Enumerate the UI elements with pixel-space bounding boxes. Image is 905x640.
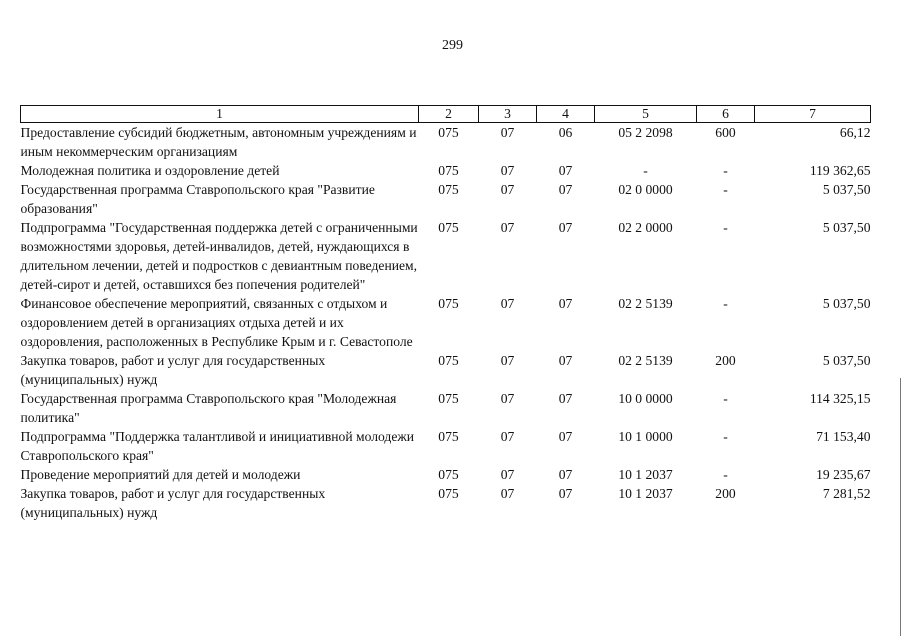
table-row	[21, 484, 871, 522]
ministry-code: 075	[438, 296, 459, 311]
expense-type: 600	[715, 125, 736, 140]
ministry-code: 075	[438, 182, 459, 197]
ministry-code: 075	[438, 163, 459, 178]
expense-type: -	[723, 220, 728, 235]
column-header: 1	[21, 106, 419, 123]
expense-type: 200	[715, 353, 736, 368]
section-code: 07	[500, 220, 515, 235]
amount: 114 325,15	[809, 391, 871, 406]
ministry-code: 075	[438, 486, 459, 501]
target-article: 10 1 2037	[618, 486, 673, 501]
target-article: 02 2 5139	[618, 353, 673, 368]
subsection-code: 07	[558, 182, 573, 197]
table-row	[21, 294, 871, 351]
table-header-row	[21, 106, 871, 123]
subsection-code: 07	[558, 353, 573, 368]
row-name: Финансовое обеспечение мероприятий, связанных с отдыхом и оздоровлением детей в организациях отдыха детей и их оздоровления, расположенных в Республике Крым и г. Севастополе	[20, 296, 413, 349]
row-name: Закупка товаров, работ и услуг для государственных (муниципальных) нужд	[20, 486, 326, 520]
target-article: 05 2 2098	[618, 125, 673, 140]
section-code: 07	[500, 182, 515, 197]
subsection-code: 07	[558, 467, 573, 482]
scan-edge-mark	[900, 378, 901, 636]
amount: 66,12	[839, 125, 871, 140]
row-name: Подпрограмма "Государственная поддержка детей с ограниченными возможностями здоровья, детей-инвалидов, детей, нуждающихся в длительном лечении, детей и подростков с девиантным поведением, детей-сирот и детей, оставшихся без попечения родителей"	[20, 220, 418, 292]
row-name: Закупка товаров, работ и услуг для государственных (муниципальных) нужд	[20, 353, 326, 387]
expense-type: -	[723, 391, 728, 406]
row-name: Предоставление субсидий бюджетным, автономным учреждениям и иным некоммерческим организациям	[20, 125, 417, 159]
column-header: 7	[755, 106, 871, 123]
row-name: Государственная программа Ставропольского края "Развитие образования"	[20, 182, 375, 216]
expense-type: -	[723, 182, 728, 197]
ministry-code: 075	[438, 391, 459, 406]
subsection-code: 07	[558, 486, 573, 501]
expense-type: -	[723, 429, 728, 444]
subsection-code: 07	[558, 429, 573, 444]
expense-type: 200	[715, 486, 736, 501]
ministry-code: 075	[438, 429, 459, 444]
table-row	[21, 427, 871, 465]
section-code: 07	[500, 296, 515, 311]
column-header: 3	[479, 106, 537, 123]
column-header: 4	[537, 106, 595, 123]
row-name: Государственная программа Ставропольского края "Молодежная политика"	[20, 391, 397, 425]
section-code: 07	[500, 391, 515, 406]
subsection-code: 07	[558, 391, 573, 406]
amount: 7 281,52	[822, 486, 871, 501]
table-row	[21, 351, 871, 389]
table-row	[21, 123, 871, 162]
row-name: Подпрограмма "Поддержка талантливой и инициативной молодежи Ставропольского края"	[20, 429, 415, 463]
table-row	[21, 389, 871, 427]
expense-type: -	[723, 296, 728, 311]
table-row	[21, 218, 871, 294]
target-article: 02 2 5139	[618, 296, 673, 311]
column-header: 5	[595, 106, 697, 123]
expense-type: -	[723, 163, 728, 178]
amount: 19 235,67	[816, 467, 871, 482]
amount: 5 037,50	[822, 220, 871, 235]
section-code: 07	[500, 429, 515, 444]
column-header: 6	[697, 106, 755, 123]
target-article: 10 0 0000	[618, 391, 673, 406]
section-code: 07	[500, 163, 515, 178]
page-number: 299	[442, 38, 463, 53]
section-code: 07	[500, 353, 515, 368]
section-code: 07	[500, 467, 515, 482]
subsection-code: 07	[558, 163, 573, 178]
target-article: -	[643, 163, 648, 178]
table-row	[21, 180, 871, 218]
budget-table	[20, 105, 871, 522]
expense-type: -	[723, 467, 728, 482]
target-article: 10 1 2037	[618, 467, 673, 482]
section-code: 07	[500, 125, 515, 140]
column-header: 2	[419, 106, 479, 123]
section-code: 07	[500, 486, 515, 501]
amount: 5 037,50	[822, 353, 871, 368]
amount: 5 037,50	[822, 296, 871, 311]
ministry-code: 075	[438, 220, 459, 235]
target-article: 02 2 0000	[618, 220, 673, 235]
subsection-code: 06	[558, 125, 573, 140]
amount: 5 037,50	[822, 182, 871, 197]
target-article: 02 0 0000	[618, 182, 673, 197]
subsection-code: 07	[558, 220, 573, 235]
amount: 71 153,40	[816, 429, 871, 444]
row-name: Молодежная политика и оздоровление детей	[20, 163, 280, 178]
amount: 119 362,65	[809, 163, 871, 178]
row-name: Проведение мероприятий для детей и молодежи	[20, 467, 301, 482]
subsection-code: 07	[558, 296, 573, 311]
table-row	[21, 161, 871, 180]
target-article: 10 1 0000	[618, 429, 673, 444]
table-row	[21, 465, 871, 484]
ministry-code: 075	[438, 467, 459, 482]
ministry-code: 075	[438, 125, 459, 140]
ministry-code: 075	[438, 353, 459, 368]
